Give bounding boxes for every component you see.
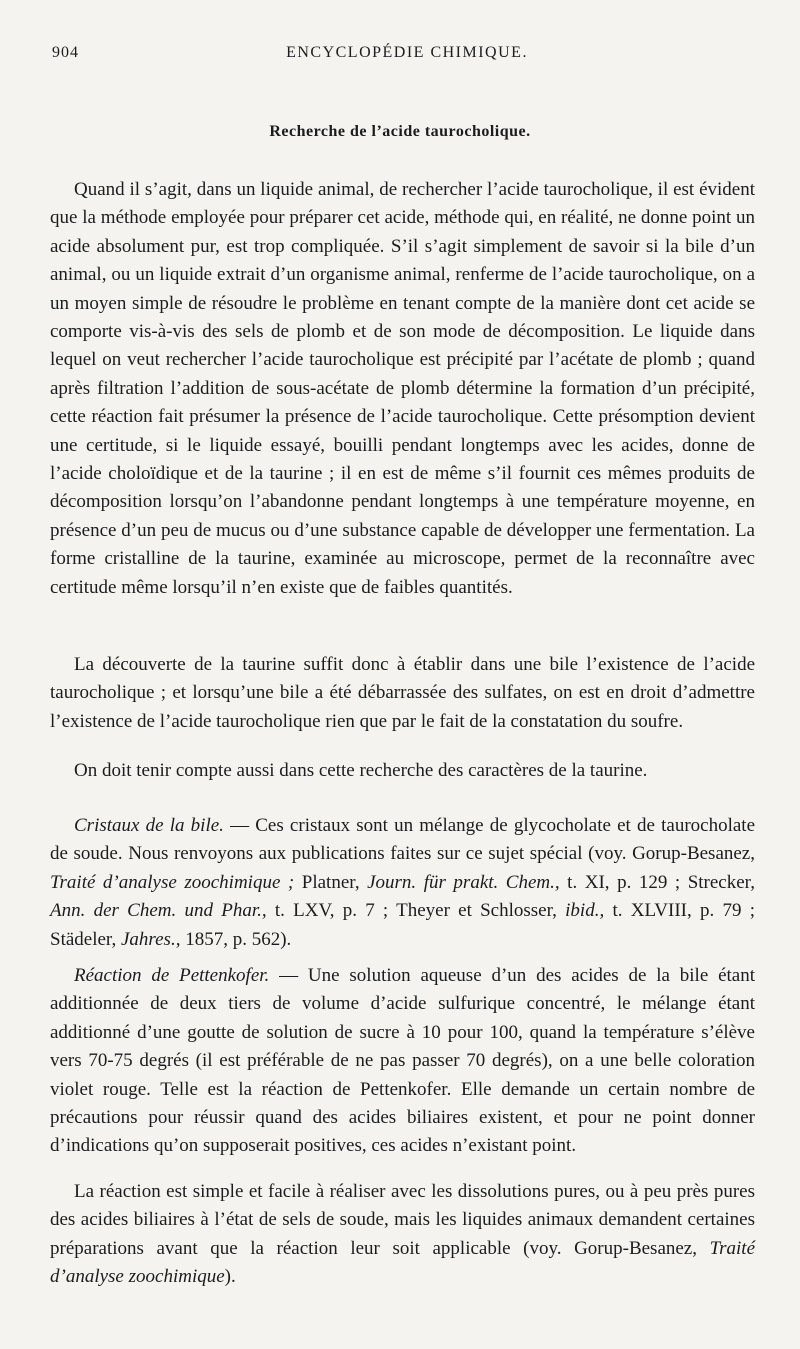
paragraph-text (50, 812, 755, 954)
running-title: ENCYCLOPÉDIE CHIMIQUE. (286, 44, 528, 61)
paragraph-text: La découverte de la taurine suffit donc à établir dans une bile l’existence de l’acide taurocholique ; et lorsqu’une bile a été débarrassée des sulfates, on est en droit d’admettre l’existence de l’acide taurocholique rien que par le fait de la constatation du soufre. (50, 654, 755, 732)
citation-title: Traité d’analyse zoochimique (50, 1237, 755, 1288)
paragraph-taurine-discovery (50, 651, 755, 736)
page-number: 904 (52, 44, 79, 61)
paragraph-text (50, 1178, 755, 1292)
text-run: — Une solution aqueuse d’un des acides de la bile étant additionnée de deux tiers de volume d’acide sulfurique concentré, le mélange étant additionné d’une goutte de solution de sucre à 10 pour 100, quand la température s’élève vers 70-75 degrés (il est préférable de ne pas passer 70 degrés), on a une belle coloration violet rouge. Telle est la réaction de Pettenkofer. Elle demande un certain nombre de précautions pour réussir quand des acides biliaires existent, et pour ne point donner d’indications qu’on supposerait positives, ces acides n’existant point. (50, 965, 756, 1157)
paragraph-taurocholic-detection (50, 176, 755, 602)
paragraph-text: On doit tenir compte aussi dans cette recherche des caractères de la taurine. (74, 760, 648, 781)
running-head (52, 44, 762, 70)
text-run: Platner, (294, 871, 368, 893)
text-run: ). (224, 1266, 236, 1288)
text-run: La réaction est simple et facile à réaliser avec les dissolutions pures, ou à peu près pures des acides biliaires à l’état de sels de soude, mais les liquides animaux demandent certaines préparations avant que la réaction leur soit applicable (voy. Gorup-Besanez, (50, 1181, 755, 1259)
paragraph-text: Quand il s’agit, dans un liquide animal, de rechercher l’acide taurocholique, il est évident que la méthode employée pour préparer cet acide, méthode qui, en réalité, ne donne point un acide absolument pur, est trop compliquée. S’il s’agit simplement de savoir si la bile d’un animal, ou un liquide extrait d’un organisme animal, renferme de l’acide taurocholique, on a un moyen simple de résoudre le problème en tenant compte de la manière dont cet acide se comporte vis-à-vis des sels de plomb et de son mode de décomposition. Le liquide dans lequel on veut rechercher l’acide taurocholique est précipité par l’acétate de plomb ; quand après filtration l’addition de sous-acétate de plomb détermine la formation d’un précipité, cette réaction fait présumer la présence de l’acide taurocholique. Cette présomption devient une certitude, si le liquide essayé, bouilli pendant longtemps avec les acides, donne de l’acide choloïdique et de la taurine ; il en est de même s’il fournit ces mêmes produits de décomposition lorsqu’on l’abandonne pendant longtemps à une température moyenne, en présence d’un peu de mucus ou d’une substance capable de développer une fermentation. La forme cristalline de la taurine, examinée au microscope, permet de la reconnaître avec certitude même lorsqu’il n’en existe que de faibles quantités. (50, 179, 755, 598)
citation-title: Jahres., (121, 928, 181, 950)
paragraph-lead: Réaction de Pettenkofer. (74, 965, 270, 986)
text-run: 1857, p. 562). (180, 928, 292, 950)
citation-title: Traité d’analyse zoochimique ; (50, 871, 295, 893)
paragraph-pettenkofer-reaction (50, 962, 755, 1161)
citation-title: ibid., (565, 900, 605, 922)
paragraph-taurine-characters (50, 757, 755, 785)
paragraph-reaction-application (50, 1178, 755, 1292)
paragraph-bile-crystals (50, 812, 755, 954)
citation-title: Ann. der Chem. und Phar., (50, 900, 267, 922)
text-run: t. LXV, p. 7 ; Theyer et Schlosser, (266, 900, 566, 922)
text-run: — Ces cristaux sont un mélange de glycocholate et de taurocholate de soude. Nous renvoyons aux publications faites sur ce sujet spécial (voy. Gorup-Besanez, (50, 815, 756, 865)
paragraph-lead: Cristaux de la bile. (74, 815, 224, 836)
paragraph-text (50, 962, 755, 1161)
section-heading: Recherche de l’acide taurocholique. (269, 123, 531, 140)
text-run: t. XLVIII, p. 79 ; Städeler, (50, 900, 756, 950)
text-run: t. XI, p. 129 ; Strecker, (559, 871, 755, 893)
citation-title: Journ. für prakt. Chem., (367, 871, 560, 893)
